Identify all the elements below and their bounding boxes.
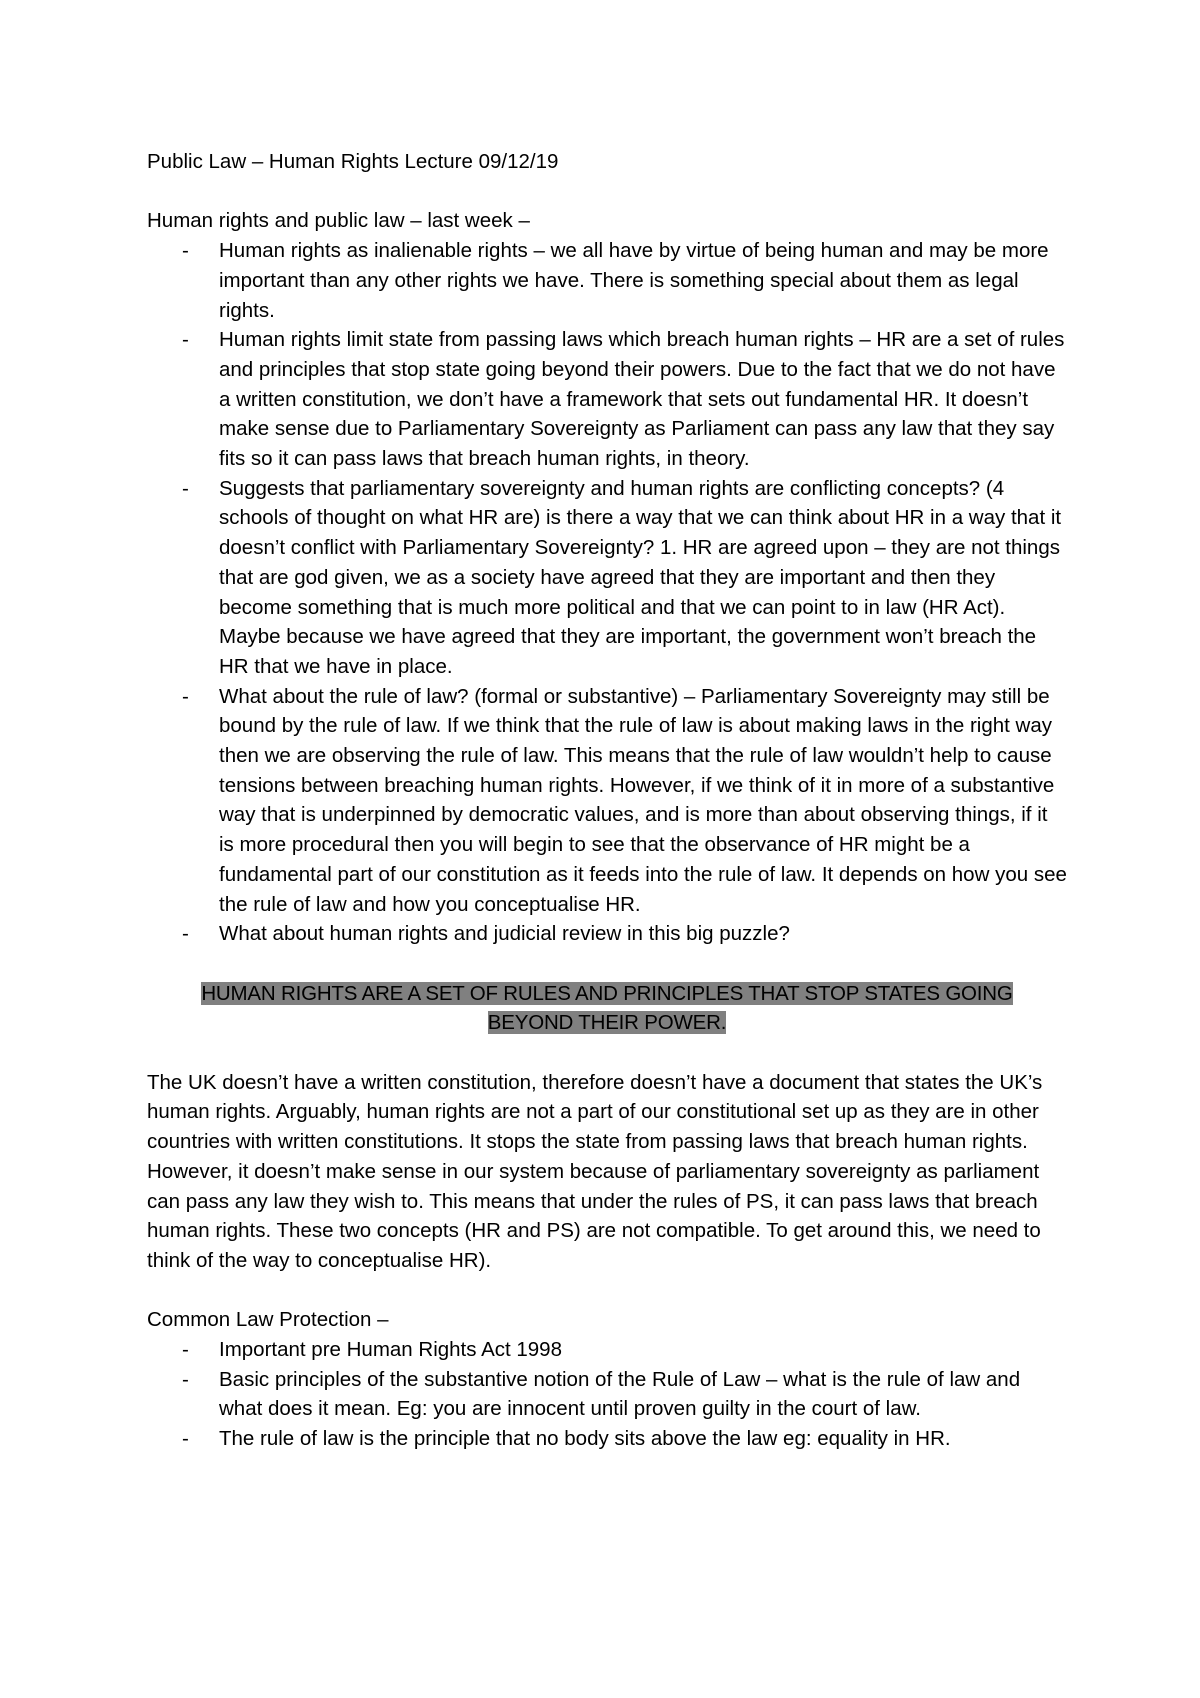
blank-line bbox=[147, 177, 1067, 207]
list-item bbox=[147, 1335, 1067, 1365]
dash-bullet: - bbox=[182, 1338, 189, 1362]
document-title: Public Law – Human Rights Lecture 09/12/19 bbox=[147, 150, 559, 173]
dash-bullet: - bbox=[182, 239, 189, 263]
dash-bullet: - bbox=[182, 1367, 189, 1391]
highlighted-banner bbox=[147, 979, 1067, 1038]
list-item-text: The rule of law is the principle that no body sits above the law eg: equality in HR. bbox=[219, 1427, 951, 1451]
list-item bbox=[147, 474, 1067, 682]
section-heading-common-law: Common Law Protection – bbox=[147, 1308, 389, 1332]
document-body bbox=[147, 147, 1067, 1454]
list-item bbox=[147, 919, 1067, 949]
blank-line bbox=[147, 1276, 1067, 1306]
list-item-text: Important pre Human Rights Act 1998 bbox=[219, 1338, 562, 1362]
common-law-list bbox=[147, 1335, 1067, 1454]
list-item bbox=[147, 236, 1067, 325]
list-item-text: Suggests that parliamentary sovereignty and human rights are conflicting concepts? (4 schools of thought on what HR are) is there a way that we can think about HR in a way that it doesn’t conflict with Parliamentary Sovereignty? 1. HR are agreed upon – they are not things that are god given, we as a society have agreed that they are important and then they become something that is much more political and that we can point to in law (HR Act). Maybe because we have agreed that they are important, the government won’t breach the HR that we have in place. bbox=[219, 476, 1062, 678]
list-item-text: Basic principles of the substantive notion of the Rule of Law – what is the rule of law and what does it mean. Eg: you are innocent until proven guilty in the court of law. bbox=[219, 1367, 1021, 1421]
dash-bullet: - bbox=[182, 476, 189, 500]
blank-line bbox=[147, 949, 1067, 979]
list-item bbox=[147, 325, 1067, 474]
list-item bbox=[147, 682, 1067, 920]
dash-bullet: - bbox=[182, 1427, 189, 1451]
list-item-text: Human rights limit state from passing laws which breach human rights – HR are a set of rules and principles that stop state going beyond their powers. Due to the fact that we do not have a written constitution, we don’t have a framework that sets out fundamental HR. It doesn’t make sense due to Parliamentary Sovereignty as Parliament can pass any law that they say fits so it can pass laws that breach human rights, in theory. bbox=[219, 328, 1065, 471]
dash-bullet: - bbox=[182, 922, 189, 946]
list-item-text: Human rights as inalienable rights – we all have by virtue of being human and may be more important than any other rights we have. There is something special about them as legal rights. bbox=[219, 239, 1049, 322]
dash-bullet: - bbox=[182, 684, 189, 708]
list-item bbox=[147, 1424, 1067, 1454]
list-item bbox=[147, 1365, 1067, 1424]
dash-bullet: - bbox=[182, 328, 189, 352]
list-item-text: What about the rule of law? (formal or substantive) – Parliamentary Sovereignty may still be bound by the rule of law. If we think that the rule of law is about making laws in the right way then we are observing the rule of law. This means that the rule of law wouldn’t help to cause tensions between breaching human rights. However, if we think of it in more of a substantive way that is underpinned by democratic values, and is more than about observing things, if it is more procedural then you will begin to see that the observance of HR might be a fundamental part of our constitution as it feeds into the rule of law. It depends on how you see the rule of law and how you conceptualise HR. bbox=[219, 684, 1067, 916]
section-heading-last-week: Human rights and public law – last week – bbox=[147, 209, 530, 233]
list-item-text: What about human rights and judicial review in this big puzzle? bbox=[219, 922, 790, 946]
last-week-list bbox=[147, 236, 1067, 949]
blank-line bbox=[147, 1038, 1067, 1068]
body-paragraph: The UK doesn’t have a written constitution, therefore doesn’t have a document that states the UK’s human rights. Arguably, human rights are not a part of our constitutional set up as they are in other countries with written constitutions. It stops the state from passing laws that breach human rights. However, it doesn’t make sense in our system because of parliamentary sovereignty as parliament can pass any law they wish to. This means that under the rules of PS, it can pass laws that breach human rights. These two concepts (HR and PS) are not compatible. To get around this, we need to think of the way to conceptualise HR). bbox=[147, 1070, 1043, 1272]
highlighted-banner-text: HUMAN RIGHTS ARE A SET OF RULES AND PRINCIPLES THAT STOP STATES GOING BEYOND THEIR POWER. bbox=[201, 981, 1013, 1035]
